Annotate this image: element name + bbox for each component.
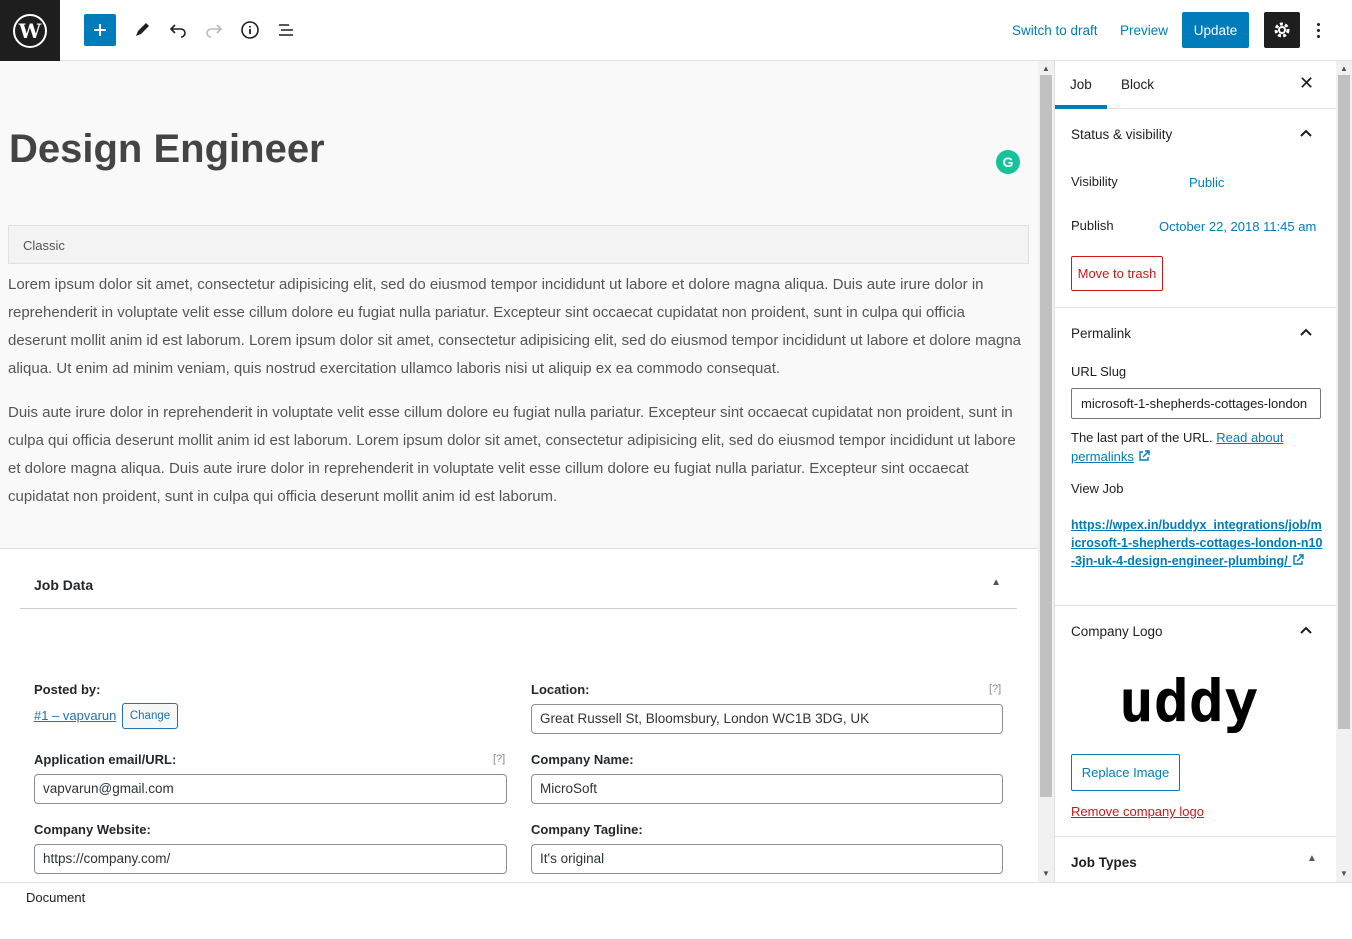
block-breadcrumb-footer [0, 882, 1352, 939]
job-data-metabox [0, 548, 1038, 882]
scroll-down-icon[interactable]: ▼ [1340, 868, 1348, 878]
scrollbar-thumb[interactable] [1040, 75, 1052, 797]
add-block-button[interactable] [84, 14, 116, 46]
tab-job[interactable]: Job [1070, 77, 1092, 92]
move-to-trash-button[interactable]: Move to trash [1071, 256, 1163, 291]
tab-block[interactable]: Block [1121, 77, 1155, 92]
read-about-permalinks-link[interactable]: Read about permalinks [1071, 430, 1284, 464]
status-visibility-title[interactable]: Status & visibility [1071, 127, 1173, 142]
view-job-label: View Job [1071, 481, 1124, 496]
sidebar-tabs [1055, 61, 1336, 109]
company-logo-image[interactable]: uddy [1119, 667, 1259, 735]
company-tagline-label: Company Tagline: [531, 822, 643, 837]
content-paragraph[interactable]: Lorem ipsum dolor sit amet, consectetur adipisicing elit, sed do eiusmod tempor incididunt ut labore et dolore magna aliqua. Duis aute irure dolor in reprehenderit in voluptate velit esse cillum dolore eu fugiat nulla pariatur. Excepteur sint occaecat cupidatat non proident, sunt in culpa qui officia deserunt mollit anim id est laborum. Lorem ipsum dolor sit amet, consectetur adipisicing elit, sed do eiusmod tempor incididunt ut labore et dolore magna aliqua. Ut enim ad minim veniam, quis nostrud exercitation ullamco laboris nisi ut aliquip ex ea commodo consequat. [8, 276, 1022, 377]
classic-block-toolbar[interactable]: Classic [8, 225, 1029, 264]
help-icon[interactable]: [?] [493, 753, 506, 765]
preview-link[interactable]: Preview [1120, 23, 1169, 38]
external-link-icon [1137, 449, 1151, 463]
company-name-label: Company Name: [531, 752, 634, 767]
location-label: Location: [531, 682, 590, 697]
url-slug-label: URL Slug [1071, 364, 1127, 379]
scroll-down-icon[interactable]: ▼ [1042, 868, 1050, 878]
settings-gear-icon[interactable] [1264, 12, 1300, 48]
location-input[interactable]: Great Russell St, Bloomsbury, London WC1B 3DG, UK [531, 704, 1003, 734]
company-website-input[interactable]: https://company.com/ [34, 844, 507, 874]
company-logo-title[interactable]: Company Logo [1071, 624, 1163, 639]
svg-text:W: W [18, 18, 42, 43]
top-toolbar [0, 0, 1352, 61]
application-email-input[interactable]: vapvarun@gmail.com [34, 774, 507, 804]
company-name-input[interactable]: MicroSoft [531, 774, 1003, 804]
chevron-up-icon[interactable] [1299, 125, 1313, 141]
change-button[interactable]: Change [122, 703, 178, 729]
scroll-up-icon[interactable]: ▲ [1042, 63, 1050, 73]
posted-by-link[interactable]: #1 – vapvarun [34, 708, 117, 723]
switch-to-draft-link[interactable]: Switch to draft [1012, 23, 1098, 38]
list-view-icon[interactable] [270, 14, 302, 46]
help-icon[interactable]: [?] [989, 683, 1002, 695]
permalink-help-text [1071, 428, 1323, 466]
replace-image-button[interactable]: Replace Image [1071, 754, 1180, 791]
content-paragraph[interactable]: Duis aute irure dolor in reprehenderit in voluptate velit esse cillum dolore eu fugiat nulla pariatur. Excepteur sint occaecat cupidatat non proident, sunt in culpa qui officia deserunt mollit anim id est laborum. Lorem ipsum dolor sit amet, consectetur adipisicing elit, sed do eiusmod tempor incididunt ut labore et dolore magna aliqua. Duis aute irure dolor in reprehenderit in voluptate velit esse cillum dolore eu fugiat nulla pariatur. Excepteur sint occaecat cupidatat non proident, sunt in culpa qui officia deserunt mollit anim id est laborum. [8, 404, 1016, 505]
permalink-title[interactable]: Permalink [1071, 326, 1132, 341]
undo-icon[interactable] [162, 14, 194, 46]
collapse-arrow-icon[interactable]: ▲ [1307, 853, 1317, 864]
job-types-panel [1055, 837, 1336, 882]
view-job-url-link[interactable] [1071, 516, 1323, 570]
last-part-text: The last part of the URL. [1071, 430, 1213, 445]
editor-scrollbar[interactable] [1038, 61, 1054, 882]
publish-date-link[interactable]: October 22, 2018 11:45 am [1159, 219, 1317, 234]
update-button[interactable]: Update [1182, 12, 1249, 48]
more-options-icon[interactable] [1308, 14, 1328, 46]
breadcrumb-document[interactable]: Document [26, 890, 86, 905]
scroll-up-icon[interactable]: ▲ [1340, 63, 1348, 73]
company-tagline-input[interactable]: It's original [531, 844, 1003, 874]
company-website-label: Company Website: [34, 822, 151, 837]
application-email-label: Application email/URL: [34, 752, 177, 767]
chevron-up-icon[interactable] [1299, 622, 1313, 638]
redo-icon[interactable] [198, 14, 230, 46]
collapse-arrow-icon[interactable]: ▲ [991, 577, 1001, 588]
job-types-title[interactable]: Job Types [1071, 855, 1137, 870]
wordpress-logo-icon[interactable] [0, 0, 60, 61]
scrollbar-thumb[interactable] [1338, 75, 1350, 729]
info-icon[interactable] [234, 14, 266, 46]
posted-by-label: Posted by: [34, 682, 101, 697]
remove-company-logo-link[interactable]: Remove company logo [1071, 804, 1204, 819]
post-title[interactable]: Design Engineer [9, 127, 325, 171]
grammarly-icon[interactable]: G [996, 150, 1020, 174]
close-icon[interactable]: ✕ [1299, 73, 1315, 93]
editor-canvas [0, 61, 1038, 882]
url-slug-input[interactable]: microsoft-1-shepherds-cottages-london [1071, 388, 1321, 419]
view-job-url-text[interactable]: https://wpex.in/buddyx_integrations/job/microsoft-1-shepherds-cottages-london-n10-3jn-uk-4-design-engineer-plumbing/ [1071, 518, 1323, 568]
chevron-up-icon[interactable] [1299, 324, 1313, 340]
settings-sidebar [1054, 61, 1336, 882]
job-data-title: Job Data [34, 577, 94, 593]
visibility-value-link[interactable]: Public [1189, 175, 1225, 190]
edit-tools-icon[interactable] [126, 14, 158, 46]
sidebar-scrollbar[interactable] [1336, 61, 1352, 882]
publish-label: Publish [1071, 218, 1114, 233]
external-link-icon [1291, 553, 1305, 567]
job-data-header[interactable] [20, 549, 1017, 609]
visibility-label: Visibility [1071, 174, 1118, 189]
